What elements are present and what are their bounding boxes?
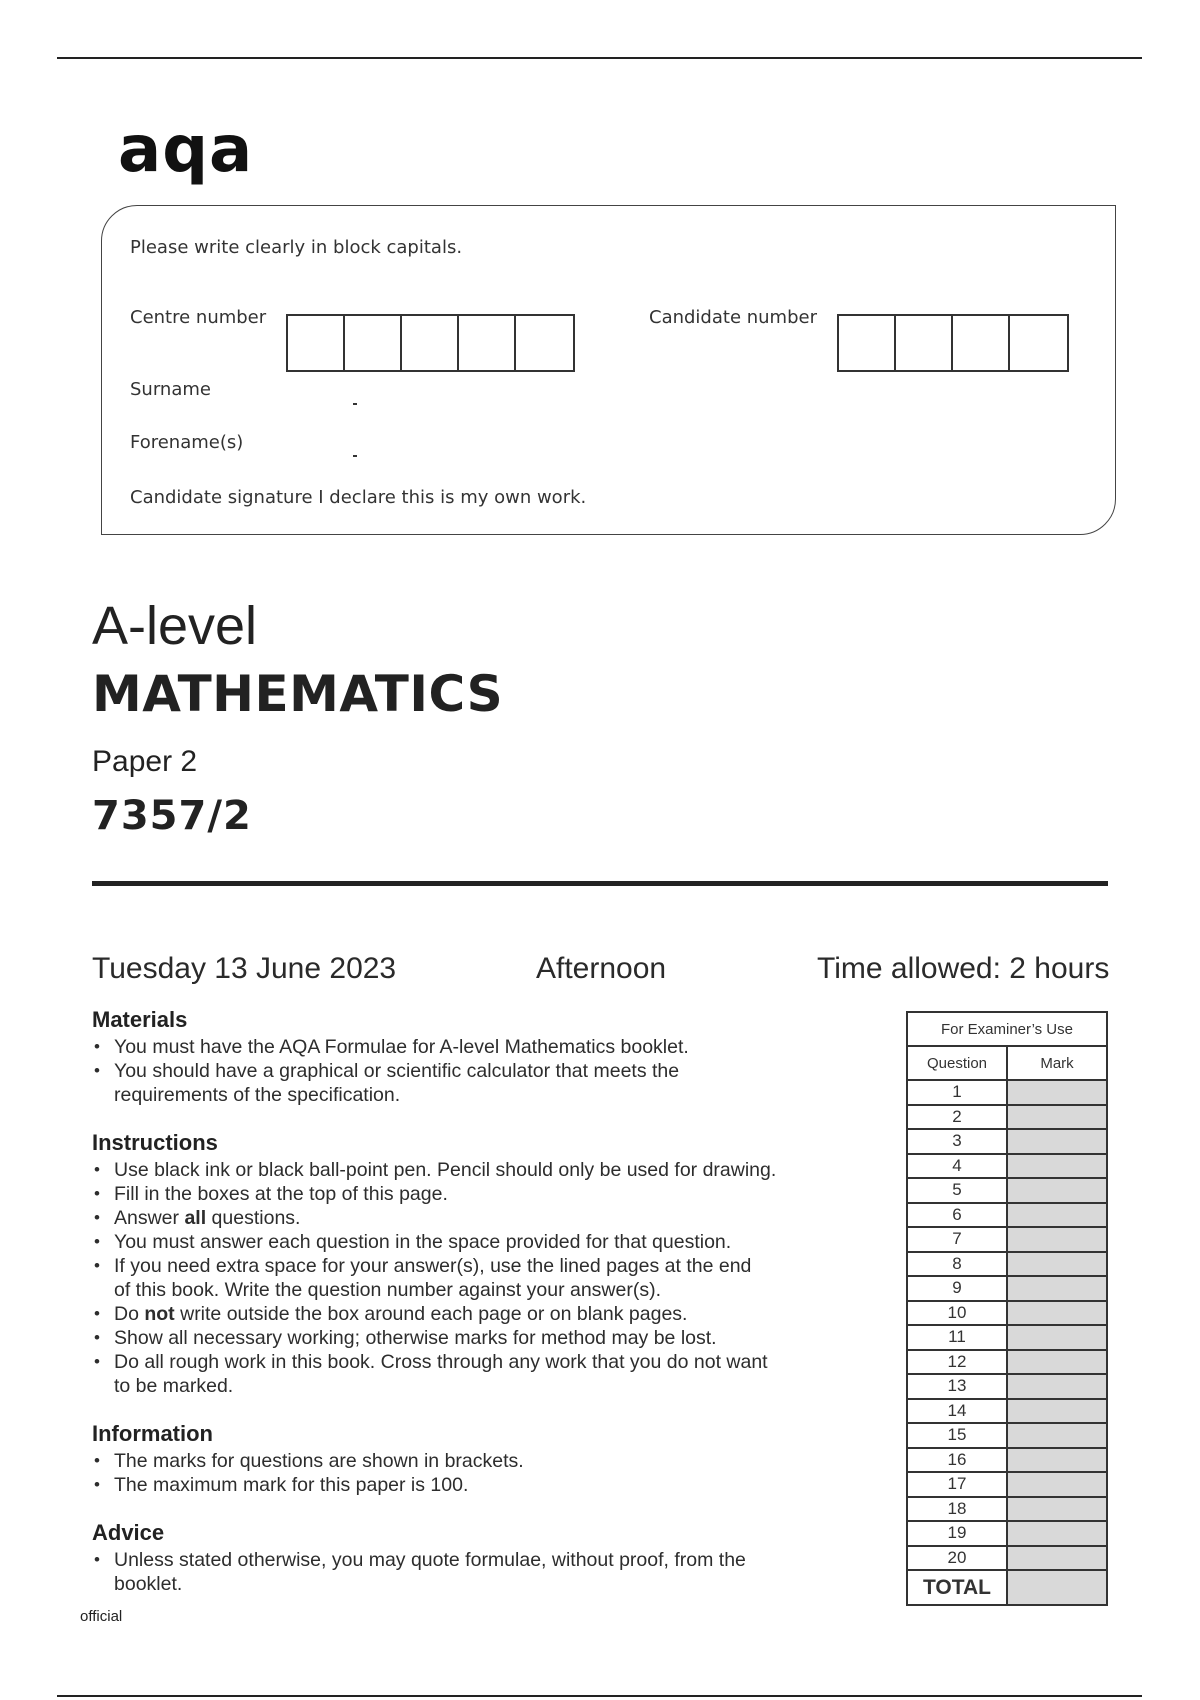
- aqa-logo: aqa: [118, 113, 254, 187]
- surname-label: Surname: [130, 379, 211, 400]
- subject-title: MATHEMATICS: [92, 665, 504, 723]
- mark-cell: [1007, 1350, 1107, 1375]
- question-number: 10: [907, 1301, 1007, 1326]
- question-number: 3: [907, 1129, 1007, 1154]
- instructions-section: [92, 1130, 892, 1398]
- centre-digit-box[interactable]: [516, 316, 573, 370]
- signature-label: Candidate signature: [130, 487, 313, 508]
- official-label: official: [80, 1608, 123, 1625]
- centre-digit-box[interactable]: [402, 316, 459, 370]
- question-column-header: Question: [907, 1046, 1007, 1080]
- table-row: [907, 1301, 1107, 1326]
- table-row: [907, 1129, 1107, 1154]
- materials-heading: Materials: [92, 1007, 188, 1032]
- candidate-details-box: [101, 205, 1116, 535]
- centre-digit-box[interactable]: [288, 316, 345, 370]
- question-number: 6: [907, 1203, 1007, 1228]
- mark-cell: [1007, 1252, 1107, 1277]
- mark-cell: [1007, 1129, 1107, 1154]
- table-row: [907, 1448, 1107, 1473]
- question-number: 5: [907, 1178, 1007, 1203]
- mark-cell: [1007, 1546, 1107, 1571]
- question-number: 1: [907, 1080, 1007, 1105]
- table-row: [907, 1227, 1107, 1252]
- table-row: [907, 1521, 1107, 1546]
- mark-cell: [1007, 1080, 1107, 1105]
- question-number: 2: [907, 1105, 1007, 1130]
- table-row: [907, 1546, 1107, 1571]
- mark-cell: [1007, 1374, 1107, 1399]
- advice-section: [92, 1520, 892, 1596]
- qualification-level: A-level: [92, 596, 258, 656]
- table-row: [907, 1350, 1107, 1375]
- bottom-rule: [57, 1695, 1142, 1697]
- question-number: 18: [907, 1497, 1007, 1522]
- question-number: 9: [907, 1276, 1007, 1301]
- mark-cell: [1007, 1423, 1107, 1448]
- examiner-use-table: [906, 1011, 1108, 1606]
- table-row: [907, 1399, 1107, 1424]
- instructions-heading: Instructions: [92, 1130, 218, 1155]
- total-mark-cell: [1007, 1570, 1107, 1605]
- table-row: [907, 1325, 1107, 1350]
- candidate-number-label: Candidate number: [649, 307, 817, 328]
- list-item: [92, 1206, 892, 1230]
- mark-cell: [1007, 1227, 1107, 1252]
- declaration-text: I declare this is my own work.: [318, 487, 587, 508]
- question-number: 8: [907, 1252, 1007, 1277]
- list-item: • Fill in the boxes at the top of this page.: [92, 1182, 892, 1206]
- mark-cell: [1007, 1325, 1107, 1350]
- forenames-field[interactable]: [353, 455, 357, 457]
- table-row: [907, 1080, 1107, 1105]
- table-row: [907, 1497, 1107, 1522]
- list-item: • If you need extra space for your answer(s), use the lined pages at the end of this book. Write the question number against your answer(s).: [92, 1254, 892, 1302]
- total-label: TOTAL: [907, 1570, 1007, 1605]
- mark-cell: [1007, 1497, 1107, 1522]
- question-number: 20: [907, 1546, 1007, 1571]
- table-row: [907, 1276, 1107, 1301]
- surname-field[interactable]: [353, 403, 357, 405]
- table-row: [907, 1374, 1107, 1399]
- exam-session: Afternoon: [536, 952, 667, 985]
- block-capitals-instruction: Please write clearly in block capitals.: [130, 237, 463, 258]
- mark-cell: [1007, 1301, 1107, 1326]
- title-divider: [92, 881, 1108, 886]
- question-number: 14: [907, 1399, 1007, 1424]
- text-run: Do: [114, 1303, 145, 1325]
- table-row: [907, 1472, 1107, 1497]
- emphasis: all: [184, 1207, 207, 1229]
- table-row: [907, 1178, 1107, 1203]
- information-heading: Information: [92, 1421, 213, 1446]
- table-row: [907, 1154, 1107, 1179]
- signature-line: [130, 487, 586, 508]
- mark-cell: [1007, 1178, 1107, 1203]
- question-number: 15: [907, 1423, 1007, 1448]
- text-run: Answer: [114, 1207, 185, 1229]
- centre-digit-box[interactable]: [345, 316, 402, 370]
- text-run: questions.: [206, 1207, 301, 1229]
- list-item: • Do all rough work in this book. Cross through any work that you do not want to be marked.: [92, 1350, 892, 1398]
- materials-section: [92, 1007, 892, 1107]
- mark-column-header: Mark: [1007, 1046, 1107, 1080]
- mark-cell: [1007, 1276, 1107, 1301]
- list-item: • You must answer each question in the space provided for that question.: [92, 1230, 892, 1254]
- centre-number-boxes[interactable]: [286, 314, 575, 372]
- question-number: 13: [907, 1374, 1007, 1399]
- examiner-use-title: For Examiner’s Use: [907, 1012, 1107, 1046]
- candidate-number-boxes[interactable]: [837, 314, 1069, 372]
- mark-cell: [1007, 1521, 1107, 1546]
- list-item: • The maximum mark for this paper is 100.: [92, 1473, 892, 1497]
- table-row: [907, 1252, 1107, 1277]
- centre-number-label: Centre number: [130, 307, 267, 328]
- candidate-digit-box[interactable]: [1010, 316, 1067, 370]
- list-item: • The marks for questions are shown in brackets.: [92, 1449, 892, 1473]
- table-row: [907, 1423, 1107, 1448]
- advice-heading: Advice: [92, 1520, 165, 1545]
- question-number: 11: [907, 1325, 1007, 1350]
- question-number: 19: [907, 1521, 1007, 1546]
- question-number: 17: [907, 1472, 1007, 1497]
- list-item: • Use black ink or black ball-point pen. Pencil should only be used for drawing.: [92, 1158, 892, 1182]
- mark-cell: [1007, 1399, 1107, 1424]
- question-number: 7: [907, 1227, 1007, 1252]
- mark-cell: [1007, 1472, 1107, 1497]
- paper-number: Paper 2: [92, 745, 198, 778]
- top-rule: [57, 57, 1142, 59]
- question-number: 4: [907, 1154, 1007, 1179]
- time-allowed: Time allowed: 2 hours: [817, 952, 1110, 985]
- table-row: [907, 1105, 1107, 1130]
- question-number: 16: [907, 1448, 1007, 1473]
- information-section: [92, 1421, 892, 1497]
- question-number: 12: [907, 1350, 1007, 1375]
- list-item: • Show all necessary working; otherwise marks for method may be lost.: [92, 1326, 892, 1350]
- list-item: [92, 1302, 892, 1326]
- paper-code: 7357/2: [92, 793, 252, 839]
- list-item: • You must have the AQA Formulae for A-level Mathematics booklet.: [92, 1035, 892, 1059]
- text-run: write outside the box around each page or on blank pages.: [174, 1303, 688, 1325]
- mark-cell: [1007, 1448, 1107, 1473]
- list-item: • You should have a graphical or scientific calculator that meets the requirements of the specification.: [92, 1059, 892, 1107]
- mark-cell: [1007, 1105, 1107, 1130]
- emphasis: not: [144, 1303, 175, 1325]
- exam-date: Tuesday 13 June 2023: [92, 952, 397, 985]
- centre-digit-box[interactable]: [459, 316, 516, 370]
- candidate-digit-box[interactable]: [839, 316, 896, 370]
- table-row: [907, 1203, 1107, 1228]
- list-item: • Unless stated otherwise, you may quote formulae, without proof, from the booklet.: [92, 1548, 892, 1596]
- forenames-label: Forename(s): [130, 432, 244, 453]
- candidate-digit-box[interactable]: [896, 316, 953, 370]
- candidate-digit-box[interactable]: [953, 316, 1010, 370]
- mark-cell: [1007, 1203, 1107, 1228]
- mark-cell: [1007, 1154, 1107, 1179]
